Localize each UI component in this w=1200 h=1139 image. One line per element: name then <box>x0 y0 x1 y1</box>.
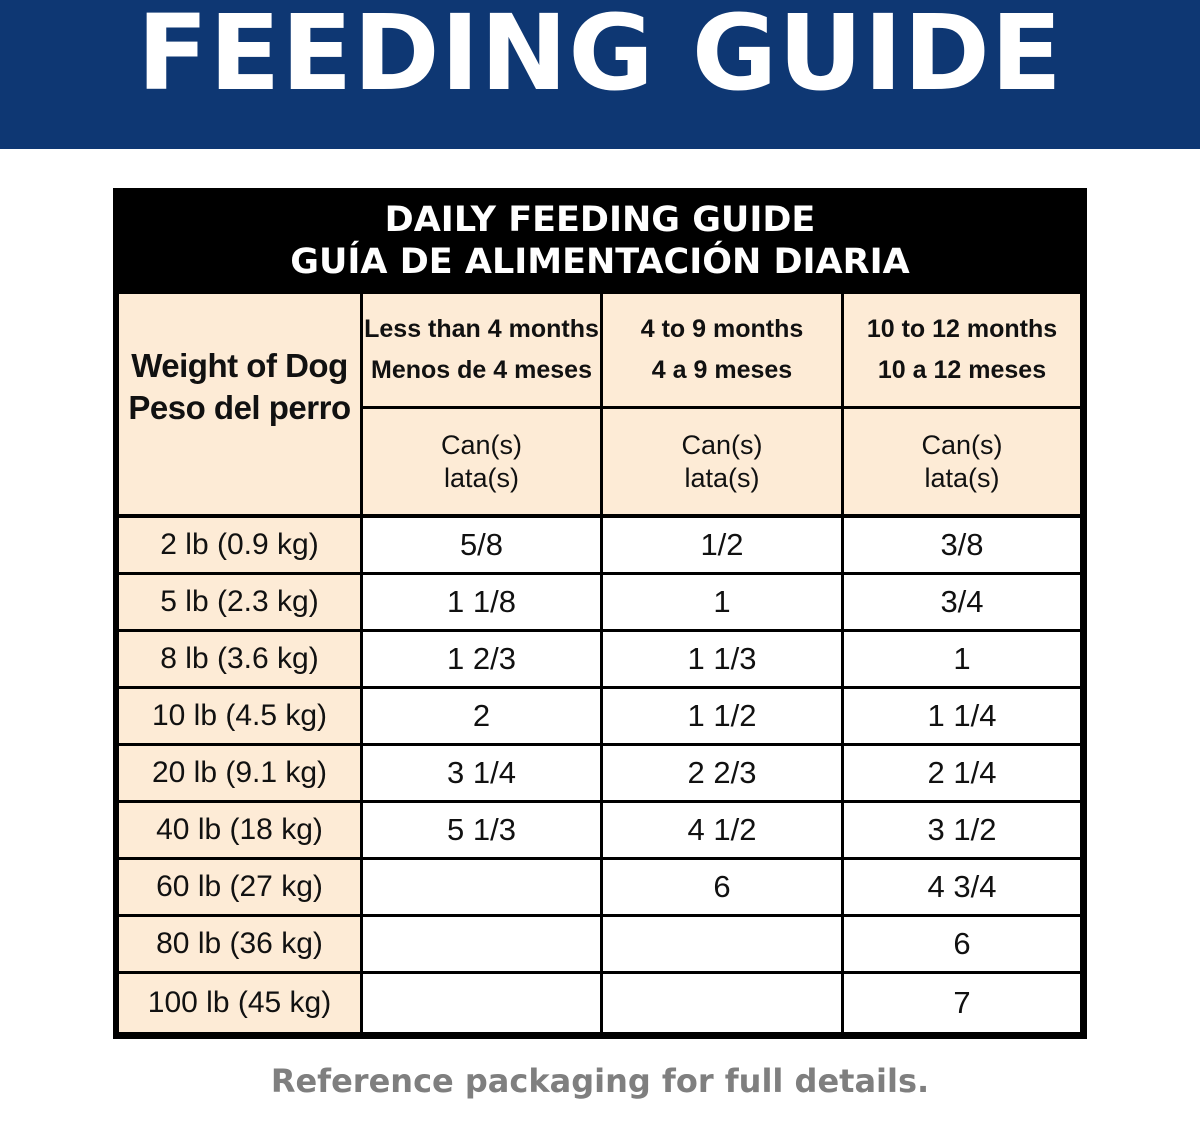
value-cell: 6 <box>844 917 1080 971</box>
feeding-table <box>113 188 1087 1039</box>
value-cell: 1 1/3 <box>603 632 841 686</box>
age-header-label-es: 10 a 12 meses <box>877 356 1047 384</box>
unit-label-es: lata(s) <box>443 462 519 493</box>
age-header-4-to-9 <box>603 294 841 406</box>
unit-header-4-to-9 <box>603 409 841 514</box>
unit-label-es: lata(s) <box>684 462 760 493</box>
age-header-label-en: Less than 4 months <box>364 315 599 343</box>
value-cell: 1 <box>603 575 841 629</box>
value-cell <box>363 917 600 971</box>
age-header-label-en: 4 to 9 months <box>640 315 804 343</box>
value-cell: 5 1/3 <box>363 803 600 857</box>
value-cell: 1 1/2 <box>603 689 841 743</box>
value-cell: 2 <box>363 689 600 743</box>
value-cell: 1/2 <box>603 518 841 572</box>
weight-cell: 20 lb (9.1 kg) <box>119 746 360 800</box>
value-cell <box>363 860 600 914</box>
age-header-label-en: 10 to 12 months <box>866 315 1058 343</box>
footer-note: Reference packaging for full details. <box>270 1062 930 1100</box>
weight-cell: 10 lb (4.5 kg) <box>119 689 360 743</box>
table-title <box>113 188 1087 292</box>
value-cell: 3/8 <box>844 518 1080 572</box>
age-header-label-es: 4 a 9 meses <box>651 356 793 384</box>
weight-cell: 8 lb (3.6 kg) <box>119 632 360 686</box>
unit-label-en: Can(s) <box>440 429 522 460</box>
unit-label-en: Can(s) <box>681 429 763 460</box>
value-cell: 1 1/8 <box>363 575 600 629</box>
age-header-10-to-12 <box>844 294 1080 406</box>
value-cell: 5/8 <box>363 518 600 572</box>
value-cell: 7 <box>844 974 1080 1032</box>
weight-header-en: Weight of Dog <box>131 347 348 384</box>
banner <box>0 0 1200 149</box>
table-title-en: DAILY FEEDING GUIDE <box>384 200 816 240</box>
value-cell <box>603 974 841 1032</box>
value-cell: 3 1/2 <box>844 803 1080 857</box>
banner-title: FEEDING GUIDE <box>137 0 1063 114</box>
unit-label-es: lata(s) <box>924 462 1000 493</box>
value-cell: 4 3/4 <box>844 860 1080 914</box>
value-cell: 1 <box>844 632 1080 686</box>
value-cell: 2 2/3 <box>603 746 841 800</box>
age-header-under-4 <box>363 294 600 406</box>
value-cell <box>603 917 841 971</box>
unit-header-under-4 <box>363 409 600 514</box>
value-cell: 3 1/4 <box>363 746 600 800</box>
unit-header-10-to-12 <box>844 409 1080 514</box>
table-title-es: GUÍA DE ALIMENTACIÓN DIARIA <box>290 242 910 282</box>
value-cell: 2 1/4 <box>844 746 1080 800</box>
value-cell: 1 1/4 <box>844 689 1080 743</box>
value-cell: 1 2/3 <box>363 632 600 686</box>
weight-cell: 60 lb (27 kg) <box>119 860 360 914</box>
age-header-label-es: Menos de 4 meses <box>371 356 592 384</box>
weight-cell: 2 lb (0.9 kg) <box>119 518 360 572</box>
value-cell: 4 1/2 <box>603 803 841 857</box>
weight-cell: 80 lb (36 kg) <box>119 917 360 971</box>
weight-header <box>119 294 360 514</box>
value-cell <box>363 974 600 1032</box>
value-cell: 3/4 <box>844 575 1080 629</box>
weight-cell: 100 lb (45 kg) <box>119 974 360 1032</box>
unit-label-en: Can(s) <box>921 429 1003 460</box>
weight-cell: 5 lb (2.3 kg) <box>119 575 360 629</box>
weight-header-es: Peso del perro <box>128 389 351 426</box>
value-cell: 6 <box>603 860 841 914</box>
weight-cell: 40 lb (18 kg) <box>119 803 360 857</box>
